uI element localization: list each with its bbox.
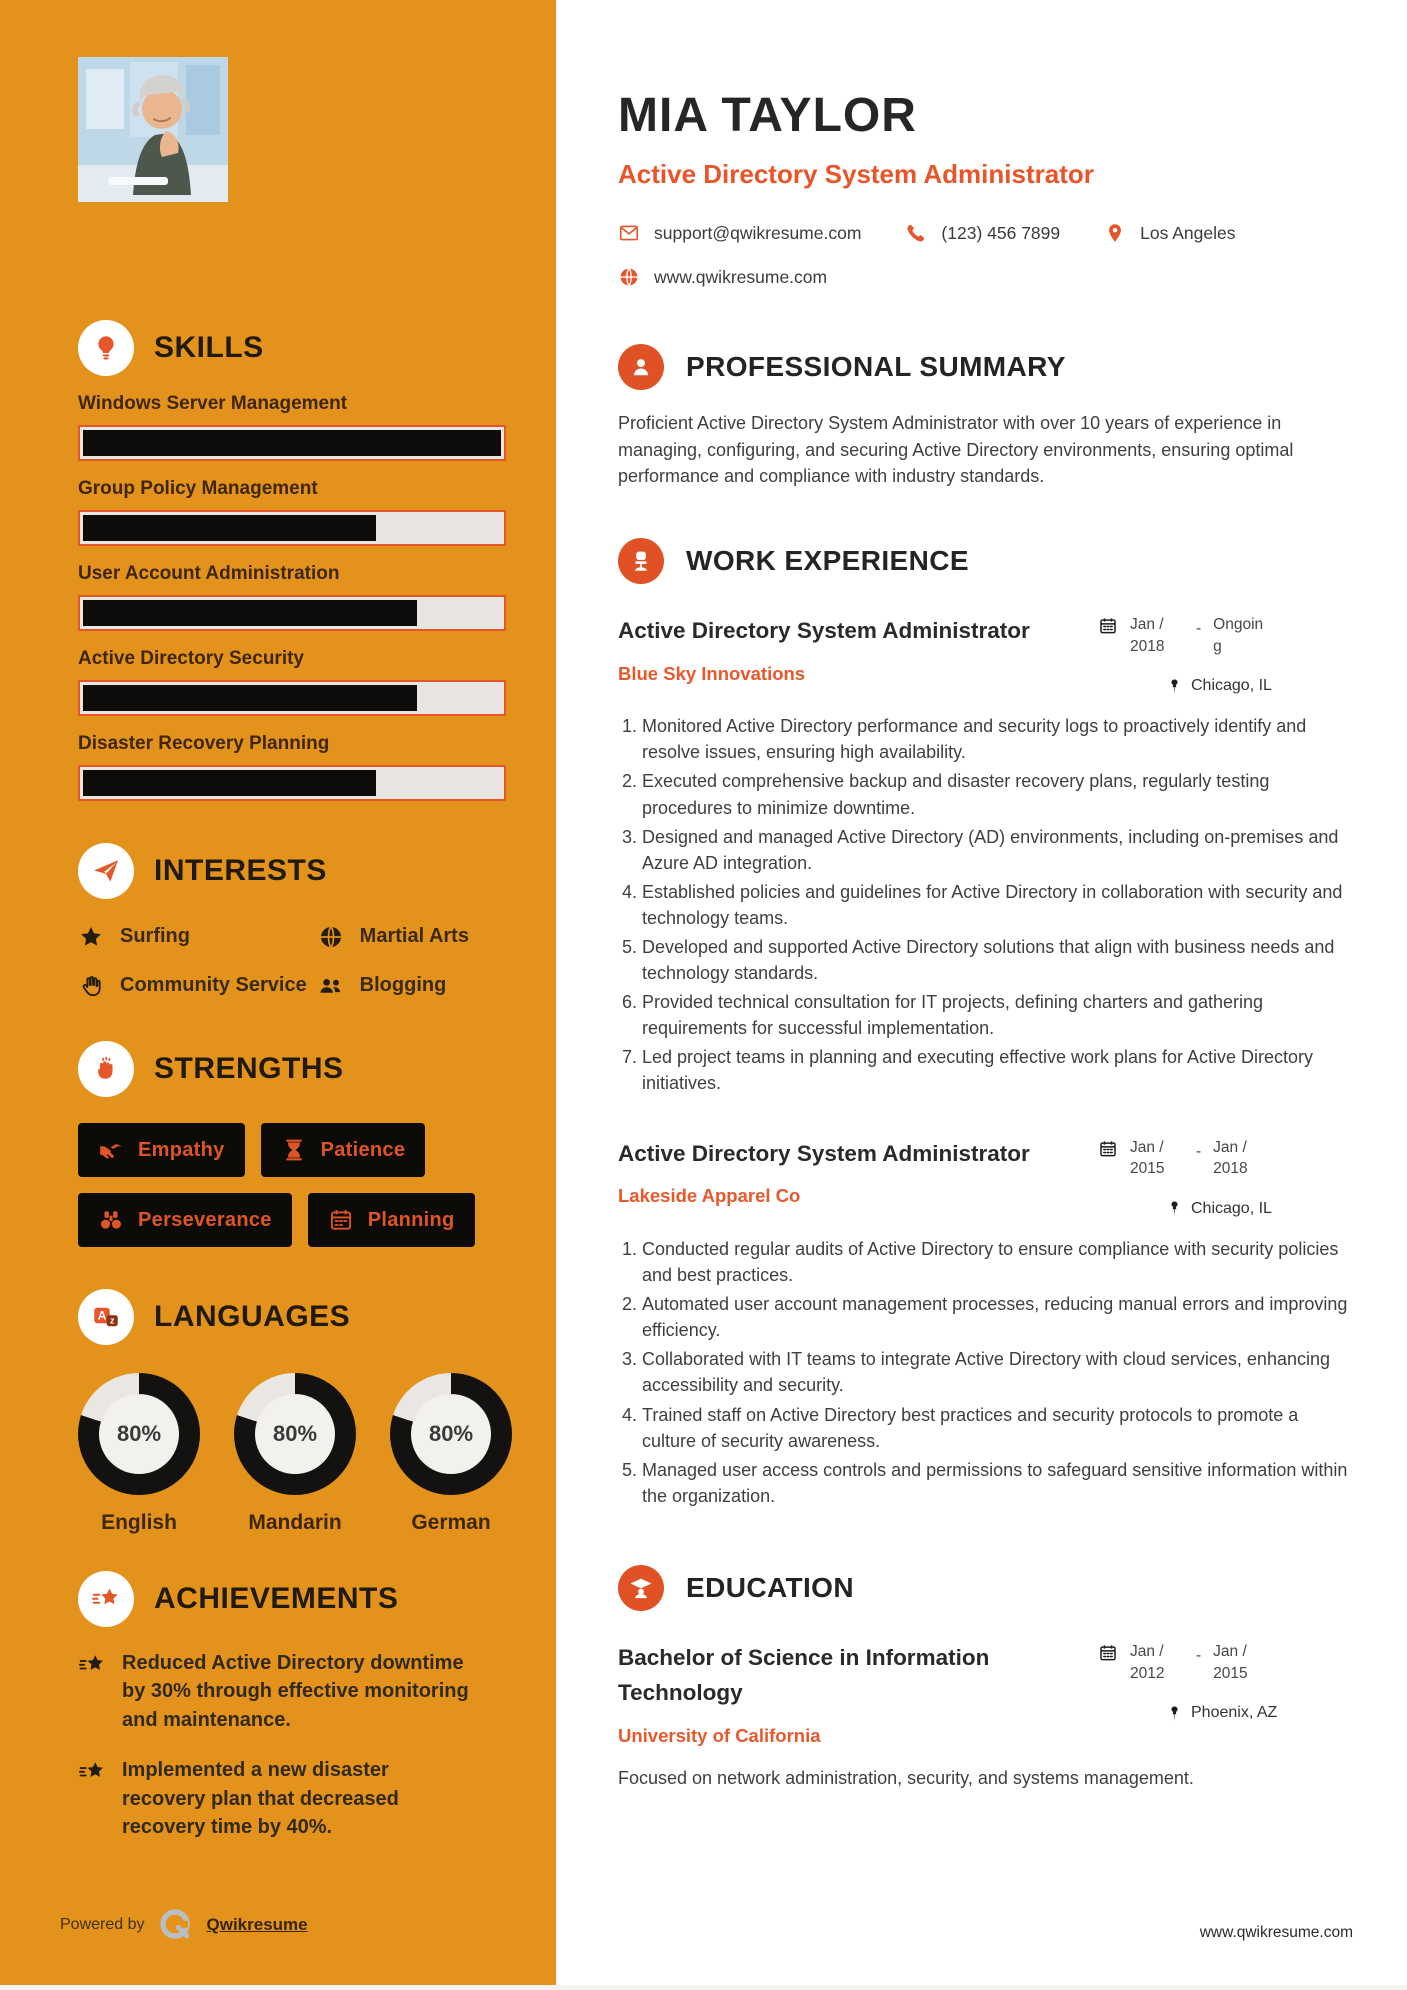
globe-icon xyxy=(618,266,640,288)
job-dates xyxy=(1098,614,1353,657)
job-bullet: 3. Designed and managed Active Directory (AD) environments, including on-premises and Azure AD integration. xyxy=(642,824,1353,876)
candidate-title: Active Directory System Administrator xyxy=(618,159,1094,189)
job-bullet: 2. Executed comprehensive backup and disaster recovery plans, regularly testing procedures to minimize downtime. xyxy=(642,768,1353,820)
summary-heading: PROFESSIONAL SUMMARY xyxy=(618,344,1353,390)
experience-section xyxy=(618,538,1353,1509)
strengths-section xyxy=(78,1041,506,1247)
skill-item: Group Policy Management xyxy=(78,478,506,546)
phone-icon xyxy=(905,222,927,244)
svg-text:z: z xyxy=(109,1315,115,1326)
bottom-strip xyxy=(0,1985,1407,1990)
hand-icon xyxy=(78,973,104,999)
pushpin-icon xyxy=(1166,1200,1183,1217)
shooting-star-icon xyxy=(78,1651,106,1679)
education-section xyxy=(618,1565,1353,1791)
experience-heading: WORK EXPERIENCE xyxy=(618,538,1353,584)
skills-section xyxy=(78,320,506,801)
language-item: 80% English xyxy=(78,1373,200,1535)
job-bullet: 5. Developed and supported Active Directory solutions that align with business needs and technology standards. xyxy=(642,934,1353,986)
job-location: Chicago, IL xyxy=(1098,677,1353,695)
skill-item: Disaster Recovery Planning xyxy=(78,733,506,801)
job-bullet: 5. Managed user access controls and permissions to safeguard sensitive information within the organization. xyxy=(642,1457,1353,1509)
achievements-section xyxy=(78,1571,506,1841)
pushpin-icon xyxy=(1166,1705,1183,1722)
users-icon xyxy=(318,973,344,999)
job-bullet: 2. Automated user account management processes, reducing manual errors and improving efficiency. xyxy=(642,1291,1353,1343)
education-heading: EDUCATION xyxy=(618,1565,1353,1611)
contact-phone: (123) 456 7899 xyxy=(905,222,1060,244)
interest-item: Blogging xyxy=(318,972,506,999)
skill-item: Active Directory Security xyxy=(78,648,506,716)
graduate-icon xyxy=(618,1565,664,1611)
language-item: 80% German xyxy=(390,1373,512,1535)
education-dates xyxy=(1098,1641,1353,1684)
job-bullet-list xyxy=(618,713,1353,1096)
skill-bar xyxy=(78,765,506,801)
job-company: Blue Sky Innovations xyxy=(618,662,806,684)
job-bullet: 1. Monitored Active Directory performance and security logs to proactively identify and resolve issues, ensuring high availability. xyxy=(642,713,1353,765)
shooting-star-icon xyxy=(78,1571,134,1627)
powered-by: Powered by Qwikresume xyxy=(60,1906,308,1944)
office-chair-icon xyxy=(618,538,664,584)
calendar-icon xyxy=(1098,1643,1118,1663)
lightbulb-icon xyxy=(78,320,134,376)
achievement-item: Implemented a new disaster recovery plan that decreased recovery time by 40%. xyxy=(78,1756,506,1841)
globe-icon xyxy=(318,924,344,950)
education-entry xyxy=(618,1641,1353,1791)
job-title: Active Directory System Administrator xyxy=(618,617,1030,643)
date-separator: - xyxy=(1196,1142,1202,1160)
sidebar xyxy=(0,0,556,1990)
calendar-icon xyxy=(1098,1139,1118,1159)
calendar-icon xyxy=(1098,616,1118,636)
interests-heading: INTERESTS xyxy=(78,843,506,899)
shooting-star-icon xyxy=(78,1758,106,1786)
education-end-date: Jan / 2015 xyxy=(1213,1642,1248,1682)
binoculars-icon xyxy=(98,1207,124,1233)
strengths-heading: STRENGTHS xyxy=(78,1041,506,1097)
job-end-date: Jan / 2018 xyxy=(1213,1138,1248,1178)
strength-chip: Planning xyxy=(308,1193,475,1247)
footer-website[interactable]: www.qwikresume.com xyxy=(1199,1924,1353,1941)
contact-row-1 xyxy=(618,222,1353,244)
date-separator: - xyxy=(1196,1646,1202,1664)
language-item: 80% Mandarin xyxy=(234,1373,356,1535)
job-bullet: 6. Provided technical consultation for IT projects, defining charters and gathering requirements for successful implementation. xyxy=(642,989,1353,1041)
job-company: Lakeside Apparel Co xyxy=(618,1185,801,1207)
main-column xyxy=(556,0,1407,1990)
job-start-date: Jan / 2015 xyxy=(1130,1138,1165,1178)
job-bullet: 3. Collaborated with IT teams to integrate Active Directory with cloud services, enhancing accessibility and security. xyxy=(642,1346,1353,1398)
job-bullet: 7. Led project teams in planning and executing effective work plans for Active Directory initiatives. xyxy=(642,1044,1353,1096)
handshake-icon xyxy=(98,1137,124,1163)
calendar-icon xyxy=(328,1207,354,1233)
skill-bar xyxy=(78,680,506,716)
job-title: Active Directory System Administrator xyxy=(618,1140,1030,1166)
fist-icon xyxy=(78,1041,134,1097)
strength-chip: Empathy xyxy=(78,1123,245,1177)
profile-photo xyxy=(78,57,228,202)
summary-text: Proficient Active Directory System Administrator with over 10 years of experience in managing, configuring, and securing Active Directory environments, ensuring optimal performance and compliance with industry standards. xyxy=(618,413,1294,487)
qwikresume-logo-icon xyxy=(157,1906,195,1944)
skill-bar xyxy=(78,425,506,461)
date-separator: - xyxy=(1196,619,1202,637)
hourglass-icon xyxy=(281,1137,307,1163)
skill-item: User Account Administration xyxy=(78,563,506,631)
interest-item: Community Service xyxy=(78,972,318,999)
job-bullet: 4. Trained staff on Active Directory best practices and security protocols to promote a culture of security awareness. xyxy=(642,1402,1353,1454)
job-location: Chicago, IL xyxy=(1098,1200,1353,1218)
achievements-heading: ACHIEVEMENTS xyxy=(78,1571,506,1627)
language-ring: 80% xyxy=(234,1373,356,1495)
strength-chip: Patience xyxy=(261,1123,426,1177)
school-name: University of California xyxy=(618,1724,821,1746)
skills-heading: SKILLS xyxy=(78,320,506,376)
languages-section xyxy=(78,1289,506,1535)
interests-section xyxy=(78,843,506,999)
job-entry xyxy=(618,1137,1353,1509)
strength-chip: Perseverance xyxy=(78,1193,292,1247)
translate-icon xyxy=(78,1289,134,1345)
star-icon xyxy=(78,924,104,950)
education-description: Focused on network administration, security, and systems management. xyxy=(618,1767,1194,1788)
skill-bar xyxy=(78,510,506,546)
skill-bar xyxy=(78,595,506,631)
summary-section xyxy=(618,344,1353,490)
svg-text:A: A xyxy=(97,1308,107,1323)
languages-heading: A z LANGUAGES xyxy=(78,1289,506,1345)
contact-website[interactable]: www.qwikresume.com xyxy=(618,266,827,288)
interest-item: Surfing xyxy=(78,923,318,950)
paper-plane-icon xyxy=(78,843,134,899)
job-dates xyxy=(1098,1137,1353,1180)
interest-item: Martial Arts xyxy=(318,923,506,950)
pushpin-icon xyxy=(1166,678,1183,695)
contact-location: Los Angeles xyxy=(1104,222,1235,244)
language-ring: 80% xyxy=(390,1373,512,1495)
contact-row-2 xyxy=(618,266,1353,288)
person-icon xyxy=(618,344,664,390)
job-start-date: Jan / 2018 xyxy=(1130,615,1165,655)
contact-email[interactable]: support@qwikresume.com xyxy=(618,222,861,244)
job-bullet: 1. Conducted regular audits of Active Directory to ensure compliance with security policies and best practices. xyxy=(642,1236,1353,1288)
achievement-item: Reduced Active Directory downtime by 30% through effective monitoring and maintenance. xyxy=(78,1649,506,1734)
skill-item: Windows Server Management xyxy=(78,393,506,461)
job-bullet: 4. Established policies and guidelines for Active Directory in collaboration with security and technology teams. xyxy=(642,879,1353,931)
language-ring: 80% xyxy=(78,1373,200,1495)
job-entry xyxy=(618,614,1353,1097)
education-location: Phoenix, AZ xyxy=(1098,1704,1353,1722)
job-end-date: Ongoing xyxy=(1213,615,1264,655)
envelope-icon xyxy=(618,222,640,244)
qwikresume-link[interactable]: Qwikresume xyxy=(206,1915,308,1934)
education-start-date: Jan / 2012 xyxy=(1130,1642,1165,1682)
job-bullet-list xyxy=(618,1236,1353,1509)
candidate-name: MIA TAYLOR xyxy=(618,89,917,142)
degree-title: Bachelor of Science in Information Technology xyxy=(618,1644,990,1705)
map-pin-icon xyxy=(1104,222,1126,244)
